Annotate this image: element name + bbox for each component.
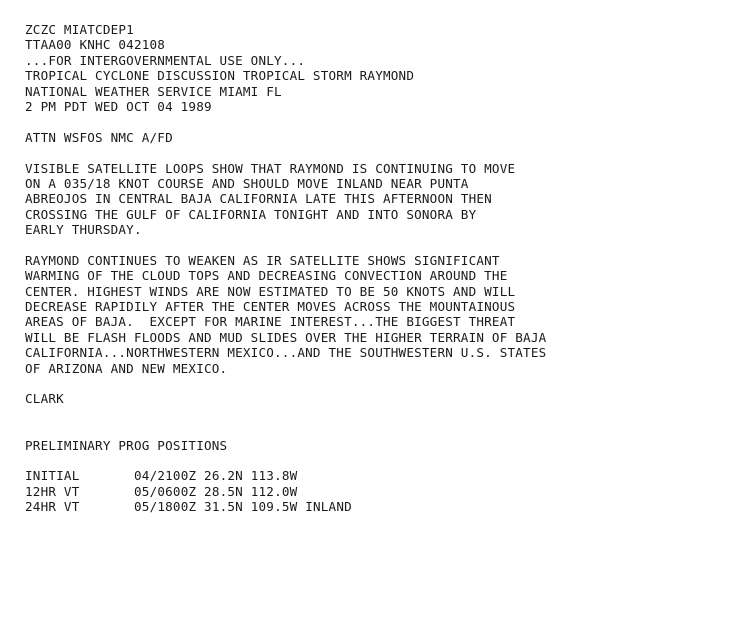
- header-line: TROPICAL CYCLONE DISCUSSION TROPICAL STORM RAYMOND: [25, 68, 415, 84]
- position-value: 04/2100Z 26.2N 113.8W: [134, 468, 298, 484]
- prog-position-row: [25, 484, 725, 499]
- paragraph-line: VISIBLE SATELLITE LOOPS SHOW THAT RAYMOND IS CONTINUING TO MOVE: [25, 160, 516, 176]
- paragraph-line: WARMING OF THE CLOUD TOPS AND DECREASING CONVECTION AROUND THE: [25, 268, 508, 284]
- prog-positions-table: [25, 468, 725, 514]
- paragraph-line: WILL BE FLASH FLOODS AND MUD SLIDES OVER THE HIGHER TERRAIN OF BAJA: [25, 329, 547, 345]
- prog-position-row: [25, 499, 725, 514]
- paragraph-line: DECREASE RAPIDILY AFTER THE CENTER MOVES ACROSS THE MOUNTAINOUS: [25, 299, 516, 315]
- paragraph-line: AREAS OF BAJA. EXCEPT FOR MARINE INTEREST...THE BIGGEST THREAT: [25, 314, 516, 330]
- position-label: 12HR VT: [25, 483, 80, 499]
- paragraph-2: [25, 253, 725, 376]
- position-label: 24HR VT: [25, 499, 80, 515]
- position-value: 05/0600Z 28.5N 112.0W: [134, 483, 298, 499]
- position-value: 05/1800Z 31.5N 109.5W INLAND: [134, 499, 352, 515]
- prog-position-row: [25, 468, 725, 483]
- forecaster-signature: CLARK: [25, 391, 64, 407]
- paragraph-line: EARLY THURSDAY.: [25, 222, 142, 238]
- header-line: NATIONAL WEATHER SERVICE MIAMI FL: [25, 83, 282, 99]
- discussion-document: [25, 22, 725, 515]
- paragraph-line: ON A 035/18 KNOT COURSE AND SHOULD MOVE INLAND NEAR PUNTA: [25, 175, 469, 191]
- header-line: 2 PM PDT WED OCT 04 1989: [25, 98, 212, 114]
- attn-line: ATTN WSFOS NMC A/FD: [25, 129, 173, 145]
- paragraph-line: CROSSING THE GULF OF CALIFORNIA TONIGHT AND INTO SONORA BY: [25, 206, 477, 222]
- header-line: TTAA00 KNHC 042108: [25, 37, 166, 53]
- paragraph-line: OF ARIZONA AND NEW MEXICO.: [25, 360, 228, 376]
- paragraph-line: ABREOJOS IN CENTRAL BAJA CALIFORNIA LATE THIS AFTERNOON THEN: [25, 191, 492, 207]
- paragraph-line: CALIFORNIA...NORTHWESTERN MEXICO...AND THE SOUTHWESTERN U.S. STATES: [25, 345, 547, 361]
- paragraph-1: [25, 161, 725, 238]
- position-label: INITIAL: [25, 468, 80, 484]
- header-line: ...FOR INTERGOVERNMENTAL USE ONLY...: [25, 52, 306, 68]
- paragraph-line: RAYMOND CONTINUES TO WEAKEN AS IR SATELLITE SHOWS SIGNIFICANT: [25, 252, 500, 268]
- header-line: ZCZC MIATCDEP1: [25, 22, 134, 37]
- prog-positions-title: PRELIMINARY PROG POSITIONS: [25, 437, 228, 453]
- header-block: [25, 22, 725, 114]
- paragraph-line: CENTER. HIGHEST WINDS ARE NOW ESTIMATED TO BE 50 KNOTS AND WILL: [25, 283, 516, 299]
